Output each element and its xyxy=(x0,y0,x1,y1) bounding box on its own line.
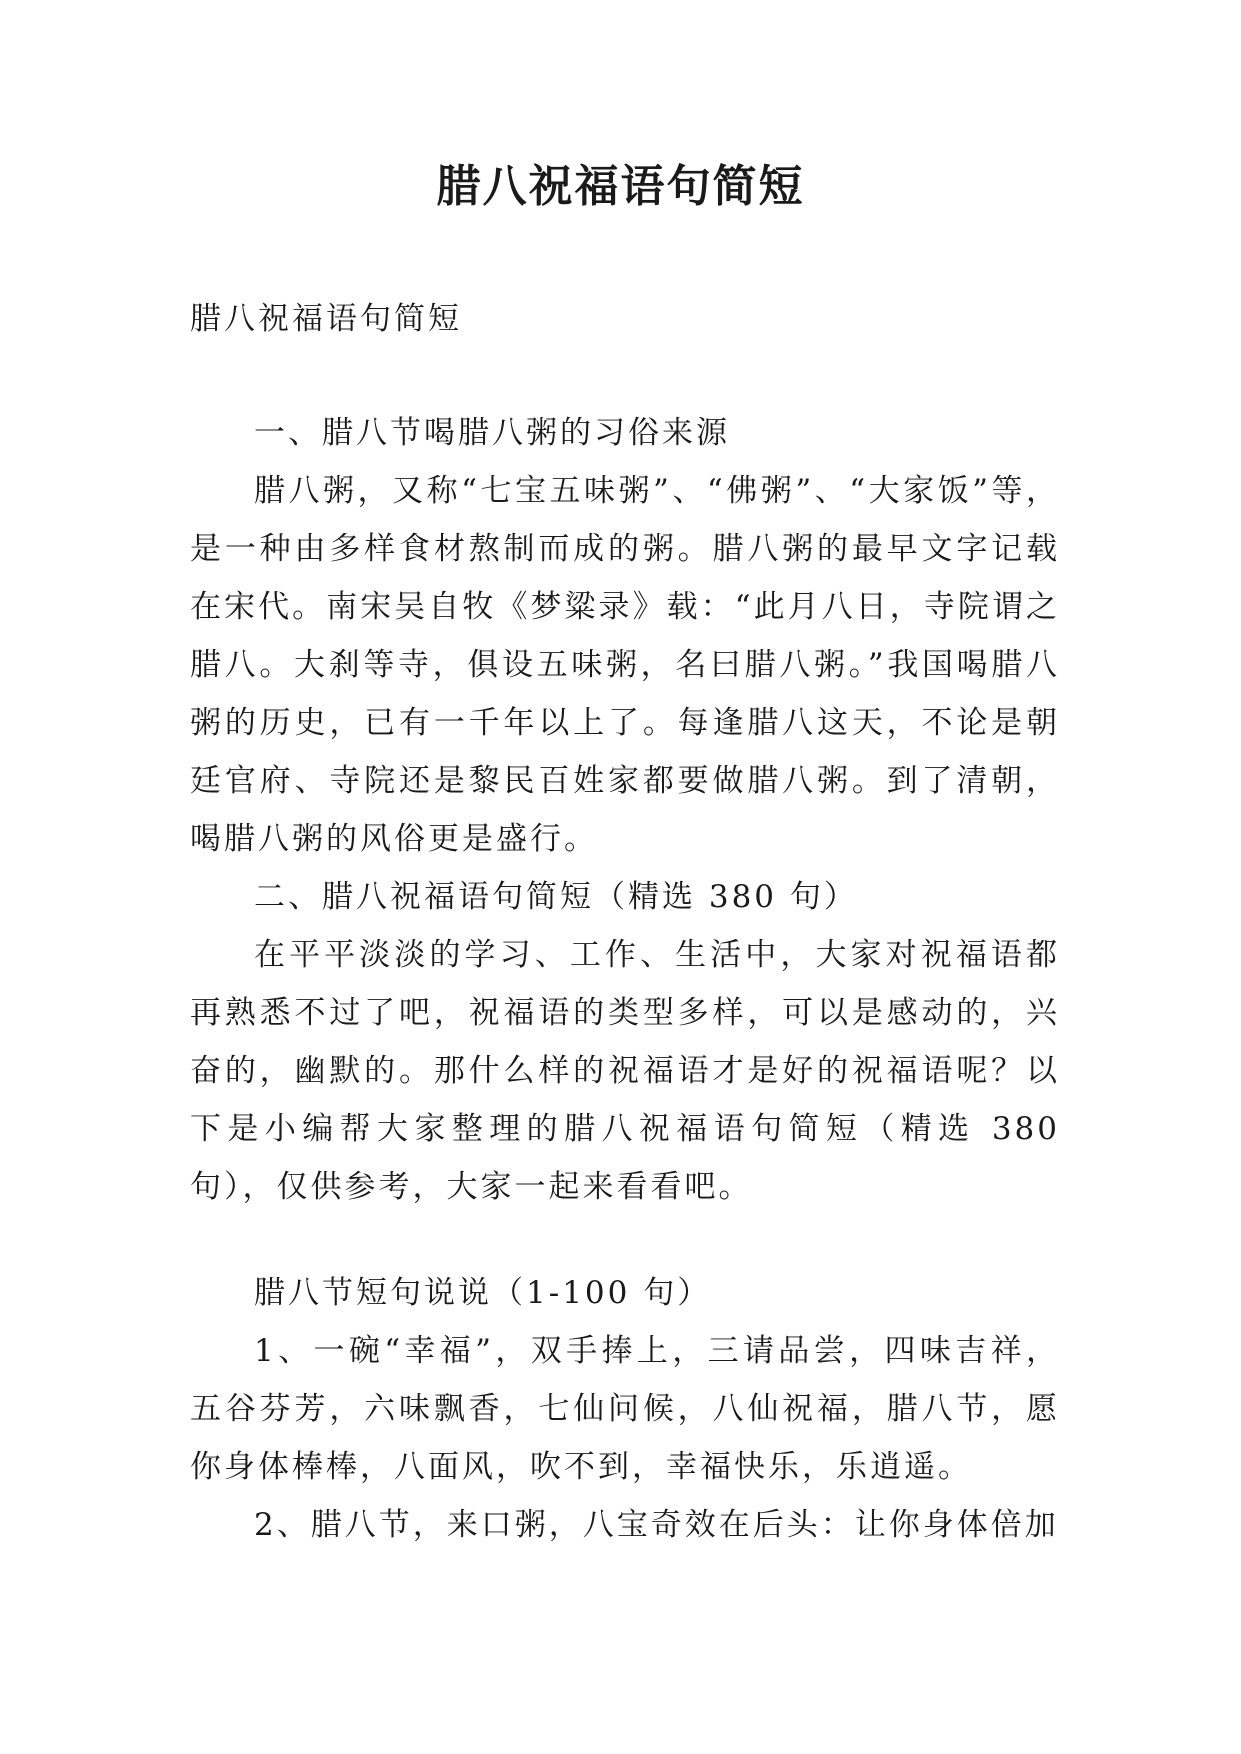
paragraph-intro: 在平平淡淡的学习、工作、生活中，大家对祝福语都再熟悉不过了吧，祝福语的类型多样，可以是感动的，兴奋的，幽默的。那什么样的祝福语才是好的祝福语呢？以下是小编帮大家整理的腊八祝福语句简短（精选 380 句），仅供参考，大家一起来看看吧。 xyxy=(190,937,1060,1205)
document-subtitle: 腊八祝福语句简短 xyxy=(190,301,462,337)
document-body xyxy=(190,290,1060,1554)
document-title: 腊八祝福语句简短 xyxy=(436,161,805,212)
list-item-1: 1、一碗“幸福”，双手捧上，三请品尝，四味吉祥，五谷芬芳，六味飘香，七仙问候，八仙祝福，腊八节，愿你身体棒棒，八面风，吹不到，幸福快乐，乐逍遥。 xyxy=(190,1333,1060,1485)
paragraph-origin: 腊八粥，又称“七宝五味粥”、“佛粥”、“大家饭”等，是一种由多样食材熬制而成的粥。腊八粥的最早文字记载在宋代。南宋吴自牧《梦粱录》载：“此月八日，寺院谓之腊八。大刹等寺，俱设五味粥，名曰腊八粥。”我国喝腊八粥的历史，已有一千年以上了。每逢腊八这天，不论是朝廷官府、寺院还是黎民百姓家都要做腊八粥。到了清朝，喝腊八粥的风俗更是盛行。 xyxy=(190,473,1060,857)
section-heading-origin: 一、腊八节喝腊八粥的习俗来源 xyxy=(254,415,730,451)
subsection-heading: 腊八节短句说说（1-100 句） xyxy=(254,1275,712,1311)
list-item-2: 2、腊八节，来口粥，八宝奇效在后头：让你身体倍加 xyxy=(254,1507,1059,1543)
section-heading-greetings: 二、腊八祝福语句简短（精选 380 句） xyxy=(254,879,858,915)
